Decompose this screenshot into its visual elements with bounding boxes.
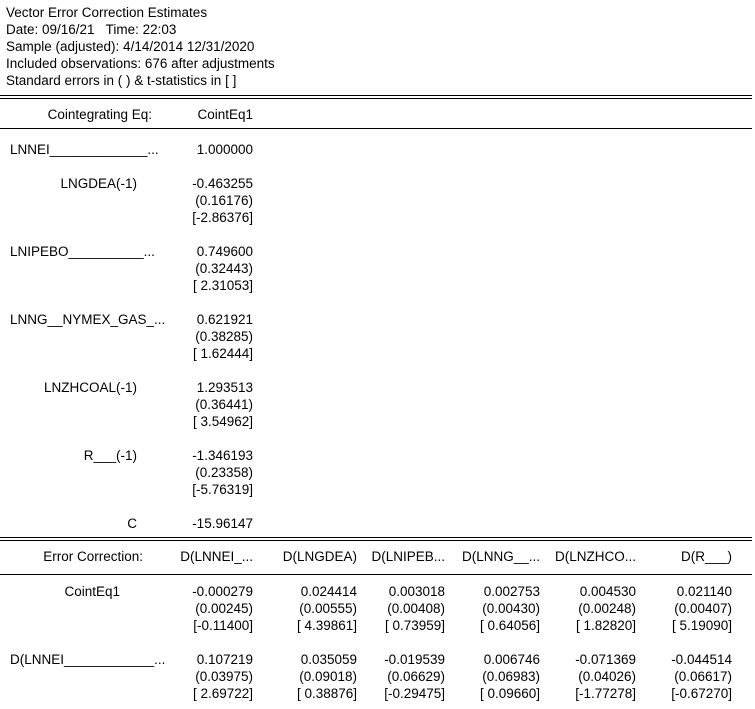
ec-t-statistic: [ 4.39861]: [296, 618, 357, 633]
coint-coefficient: -0.463255: [192, 176, 253, 191]
ec-coefficient: -0.000279: [192, 584, 253, 599]
ec-t-statistic: [ 5.19090]: [671, 618, 732, 633]
ec-coefficient: 0.003018: [388, 584, 445, 599]
coint-row-label: LNNEI_____________...: [10, 142, 159, 157]
ec-column-header: D(LNGDEA): [282, 549, 357, 564]
coint-std-error: (0.23358): [195, 465, 253, 480]
ec-col-header: Error Correction:: [43, 549, 143, 564]
ec-column-header: D(R___): [680, 549, 732, 564]
ec-t-statistic: [-1.77278]: [575, 686, 636, 701]
ec-column-header: D(LNNEI_...: [180, 549, 253, 564]
coint-row-label: C: [127, 516, 137, 531]
coint-col-header: Cointegrating Eq:: [47, 107, 152, 122]
ec-coefficient: -0.071369: [575, 652, 636, 667]
ec-coefficient: 0.004530: [579, 584, 636, 599]
ec-std-error: (0.06983): [482, 669, 540, 684]
output-title: Vector Error Correction Estimates: [6, 5, 208, 20]
coint-t-statistic: [ 2.31053]: [192, 278, 253, 293]
coint-std-error: (0.32443): [195, 261, 253, 276]
coint-coefficient: 0.621921: [196, 312, 253, 327]
divider: [0, 128, 752, 129]
ec-t-statistic: [ 2.69722]: [192, 686, 253, 701]
ec-t-statistic: [-0.67270]: [671, 686, 732, 701]
ec-std-error: (0.06629): [387, 669, 445, 684]
coint-coefficient: -1.346193: [192, 448, 253, 463]
coint-coefficient: 1.000000: [196, 142, 253, 157]
ec-coefficient: -0.044514: [671, 652, 732, 667]
ec-coefficient: 0.035059: [300, 652, 357, 667]
ec-coefficient: 0.006746: [483, 652, 540, 667]
se-note-line: Standard errors in ( ) & t-statistics in [ ]: [6, 73, 237, 88]
coint-coefficient: 0.749600: [196, 244, 253, 259]
ec-std-error: (0.03975): [195, 669, 253, 684]
coint-row-label: LNIPEBO__________...: [10, 244, 155, 259]
ec-t-statistic: [ 0.38876]: [296, 686, 357, 701]
coint-std-error: (0.38285): [195, 329, 253, 344]
coint-std-error: (0.36441): [195, 397, 253, 412]
ec-t-statistic: [ 1.82820]: [575, 618, 636, 633]
divider: [0, 540, 752, 541]
ec-t-statistic: [-0.11400]: [193, 618, 253, 633]
coint-std-error: (0.16176): [195, 193, 253, 208]
observations-line: Included observations: 676 after adjustments: [6, 56, 275, 71]
coint-row-label: LNGDEA(-1): [60, 176, 137, 191]
ec-coefficient: 0.107219: [196, 652, 253, 667]
ec-column-header: D(LNIPEB...: [371, 549, 445, 564]
ec-column-header: D(LNZHCO...: [555, 549, 636, 564]
divider: [0, 537, 752, 538]
divider: [0, 98, 752, 99]
sample-line: Sample (adjusted): 4/14/2014 12/31/2020: [6, 39, 255, 54]
ec-coefficient: 0.024414: [300, 584, 357, 599]
ec-column-header: D(LNNG__...: [461, 549, 540, 564]
coint-t-statistic: [-5.76319]: [192, 482, 253, 497]
ec-t-statistic: [-0.29475]: [384, 686, 445, 701]
ec-t-statistic: [ 0.09660]: [479, 686, 540, 701]
ec-row-label: D(LNNEI____________...: [10, 652, 166, 667]
ec-t-statistic: [ 0.64056]: [479, 618, 540, 633]
ec-std-error: (0.00408): [387, 601, 445, 616]
ec-row-label: CointEq1: [64, 584, 120, 599]
estimation-header: [6, 4, 275, 89]
ec-std-error: (0.00430): [482, 601, 540, 616]
ec-std-error: (0.00248): [578, 601, 636, 616]
ec-t-statistic: [ 0.73959]: [384, 618, 445, 633]
ec-coefficient: 0.021140: [676, 584, 732, 599]
coint-eq-name: CointEq1: [197, 107, 253, 122]
coint-t-statistic: [ 3.54962]: [192, 414, 253, 429]
ec-coefficient: 0.002753: [483, 584, 540, 599]
date-line: Date: 09/16/21 Time: 22:03: [6, 22, 177, 37]
ec-std-error: (0.00555): [299, 601, 357, 616]
coint-t-statistic: [-2.86376]: [192, 210, 253, 225]
coint-row-label: LNNG__NYMEX_GAS_...: [10, 312, 166, 327]
coint-coefficient: 1.293513: [196, 380, 253, 395]
divider: [0, 574, 752, 575]
ec-std-error: (0.09018): [299, 669, 357, 684]
coint-coefficient: -15.96147: [192, 516, 253, 531]
coint-t-statistic: [ 1.62444]: [192, 346, 253, 361]
coint-row-label: R___(-1): [83, 448, 137, 463]
ec-std-error: (0.00407): [674, 601, 732, 616]
divider: [0, 95, 752, 96]
ec-std-error: (0.06617): [674, 669, 732, 684]
ec-coefficient: -0.019539: [384, 652, 445, 667]
coint-row-label: LNZHCOAL(-1): [43, 380, 137, 395]
ec-std-error: (0.04026): [578, 669, 636, 684]
ec-std-error: (0.00245): [195, 601, 253, 616]
